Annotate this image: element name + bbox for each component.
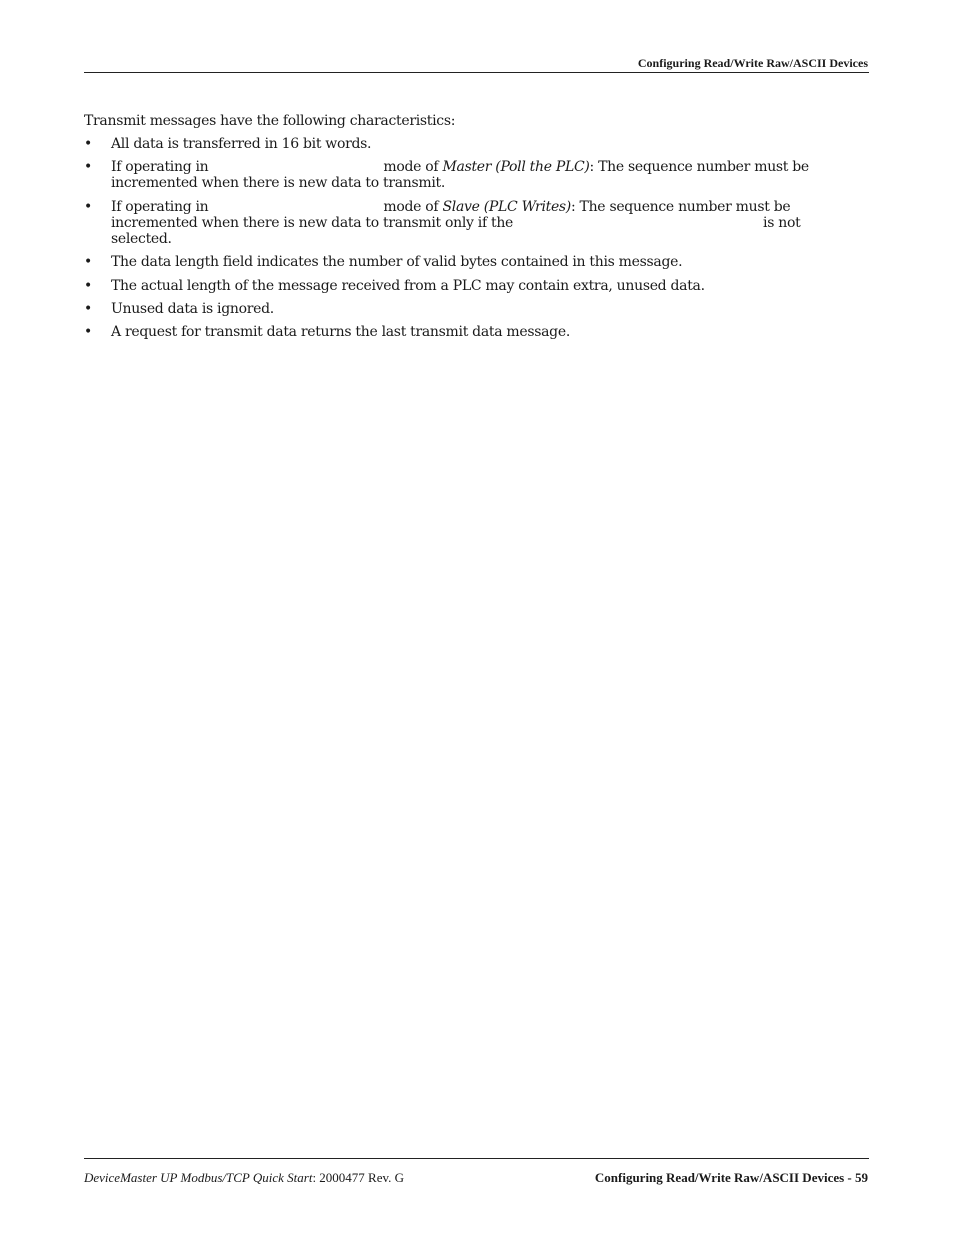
list-item-mid: mode of: [383, 198, 439, 215]
list-item: [84, 278, 844, 294]
footer-divider: [84, 1158, 869, 1159]
list-item-text: The data length field indicates the number of valid bytes contained in this message.: [111, 254, 683, 271]
list-item-text: A request for transmit data returns the last transmit data message.: [111, 324, 570, 341]
list-item-italic: Slave (PLC Writes): [442, 198, 571, 215]
footer-doc-title: DeviceMaster UP Modbus/TCP Quick Start: [84, 1170, 313, 1185]
bullet-icon: •: [84, 254, 92, 271]
list-item-lead: If operating in: [111, 198, 209, 215]
footer-section-page: Configuring Read/Write Raw/ASCII Devices - 59: [594, 1170, 868, 1185]
list-item-italic: Master (Poll the PLC): [442, 159, 590, 176]
bullet-icon: •: [84, 300, 92, 317]
list-item: [84, 324, 844, 340]
bullet-icon: •: [84, 136, 92, 152]
characteristics-list: [84, 136, 844, 348]
list-item: [84, 199, 844, 247]
footer-document-info: [84, 1170, 404, 1186]
list-item: [84, 159, 844, 191]
list-item-text: The actual length of the message received from a PLC may contain extra, unused data.: [111, 277, 705, 294]
list-item-text: Unused data is ignored.: [111, 300, 274, 317]
list-item: [84, 254, 844, 270]
list-item-tail: : The sequence number must be incremented when there is new data to transmit.: [111, 159, 809, 192]
list-item-tail: is not selected.: [111, 214, 801, 247]
header-divider: [84, 72, 869, 73]
list-item-tail: : The sequence number must be incremented when there is new data to transmit only if the: [111, 198, 791, 231]
bullet-icon: •: [84, 324, 92, 341]
bullet-icon: •: [84, 198, 92, 215]
list-item: [84, 301, 844, 317]
footer-doc-number: : 2000477 Rev. G: [312, 1170, 405, 1185]
list-item-text: All data is transferred in 16 bit words.: [111, 136, 372, 152]
page-header-title: Configuring Read/Write Raw/ASCII Devices: [637, 56, 868, 70]
bullet-icon: •: [84, 159, 92, 176]
list-item-mid: mode of: [383, 159, 439, 176]
list-item-lead: If operating in: [111, 159, 209, 176]
bullet-icon: •: [84, 277, 92, 294]
list-item: [84, 136, 844, 152]
intro-paragraph: Transmit messages have the following characteristics:: [84, 113, 456, 129]
